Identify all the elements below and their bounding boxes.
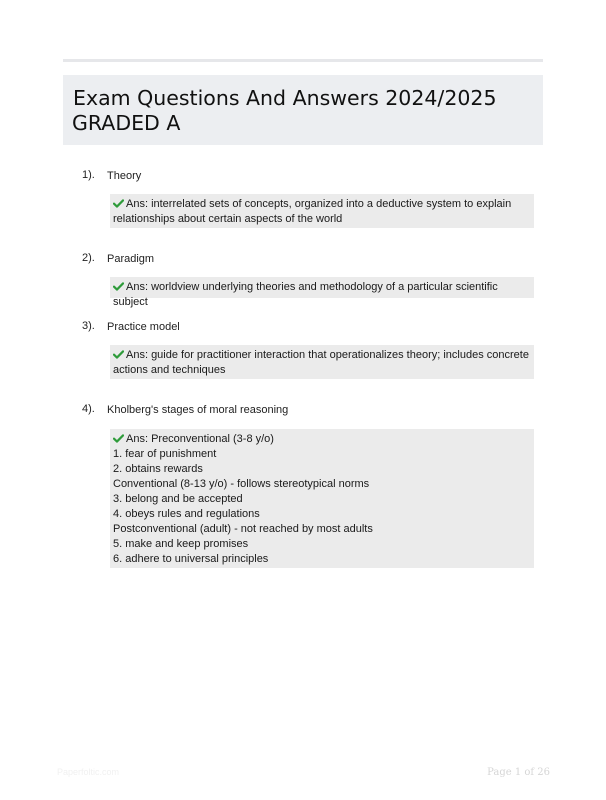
answer-text: 6. adhere to universal principles [113,553,269,565]
answer-text: Postconventional (adult) - not reached by most adults [113,523,373,535]
question-term: Theory [107,170,142,182]
checkmark-icon [113,350,124,359]
answer-text: Ans: guide for practitioner interaction that operationalizes theory; includes concrete [126,349,529,361]
answer-text: 4. obeys rules and regulations [113,508,260,520]
answer-box [110,345,534,379]
answer-text: relationships about certain aspects of the world [113,213,343,225]
answer-text: 1. fear of punishment [113,448,217,460]
top-divider [63,59,543,62]
page-number: Page 1 of 26 [487,767,550,778]
checkmark-icon [113,199,124,208]
answer-text: Ans: interrelated sets of concepts, organized into a deductive system to explain [126,198,512,210]
document-header [63,75,543,145]
checkmark-icon [113,434,124,443]
answer-text: 5. make and keep promises [113,538,249,550]
question-term: Kholberg's stages of moral reasoning [107,404,289,416]
page-title [72,86,512,136]
question-number: 2). [82,252,95,264]
answer-text: Conventional (8-13 y/o) - follows stereotypical norms [113,478,370,490]
question-term: Practice model [107,321,180,333]
answer-text: 2. obtains rewards [113,463,203,475]
question-term: Paradigm [107,253,155,265]
footer-site-watermark: Paperfoltic.com [57,767,120,777]
page-title-line-1: Exam Questions And Answers 2024/2025 [73,86,497,110]
checkmark-icon [113,282,124,291]
answer-text: Ans: worldview underlying theories and methodology of a particular scientific subject [113,281,498,308]
question-number: 1). [82,169,95,181]
answer-box [110,429,534,568]
page-title-line-2: GRADED A [72,111,181,135]
answer-box [110,194,534,228]
answer-box [110,277,534,308]
answer-text: actions and techniques [113,364,226,376]
question-number: 3). [82,320,95,332]
answer-text: Ans: Preconventional (3-8 y/o) [126,433,274,445]
question-number: 4). [82,403,95,415]
answer-text: 3. belong and be accepted [113,493,243,505]
